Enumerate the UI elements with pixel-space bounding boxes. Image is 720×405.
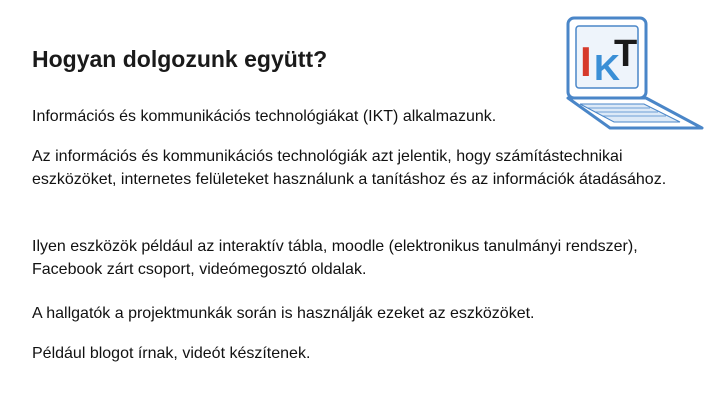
- slide-title: Hogyan dolgozunk együtt?: [32, 46, 328, 72]
- ikt-laptop-logo: [550, 6, 710, 136]
- logo-letter-t: T: [614, 33, 638, 75]
- paragraph-ikt-intro: Információs és kommunikációs technológiákat (IKT) alkalmazunk.: [32, 108, 497, 125]
- logo-letter-k: K: [594, 47, 620, 88]
- logo-letter-i: I: [580, 38, 592, 85]
- paragraph-students-use: A hallgatók a projektmunkák során is használják ezeket az eszközöket.: [32, 305, 535, 322]
- paragraph-ikt-definition: Az információs és kommunikációs technológiák azt jelentik, hogy számítástechnikai eszközöket, internetes felületeket használunk a tanításhoz és az információk átadásához.: [32, 148, 667, 188]
- paragraph-examples-blog-video: Például blogot írnak, videót készítenek.: [32, 345, 311, 362]
- paragraph-tools-examples: Ilyen eszközök például az interaktív tábla, moodle (elektronikus tanulmányi rendszer), Facebook zárt csoport, videómegosztó oldalak.: [32, 238, 638, 278]
